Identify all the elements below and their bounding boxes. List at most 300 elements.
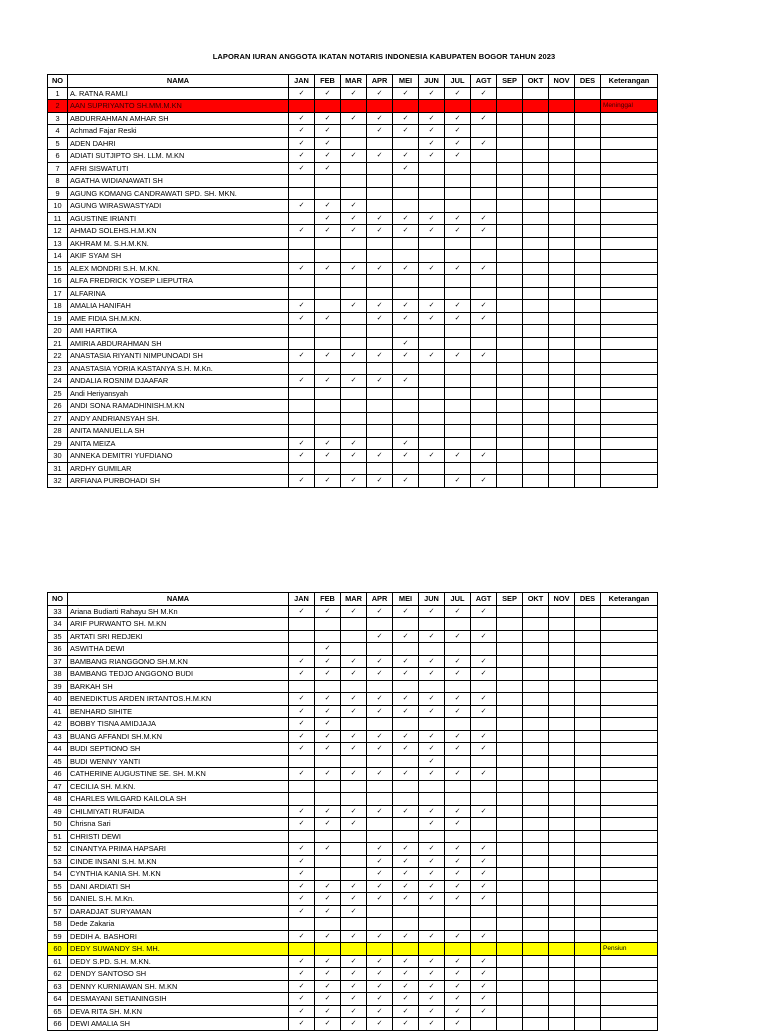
payment-cell (575, 705, 601, 718)
payment-cell (471, 200, 497, 213)
remark-cell (601, 793, 658, 806)
paid-check: ✓ (315, 843, 341, 856)
member-name: ARFIANA PURBOHADI SH (68, 475, 289, 488)
paid-check: ✓ (393, 955, 419, 968)
payment-cell (549, 655, 575, 668)
paid-check: ✓ (289, 605, 315, 618)
payment-cell (497, 137, 523, 150)
payment-cell (445, 425, 471, 438)
payment-cell (497, 400, 523, 413)
payment-cell (523, 150, 549, 163)
payment-cell (367, 818, 393, 831)
member-name: CECILIA SH. M.KN. (68, 780, 289, 793)
column-header: NOV (549, 75, 575, 88)
payment-cell (341, 680, 367, 693)
table-row (48, 262, 658, 275)
paid-check: ✓ (445, 312, 471, 325)
payment-cell (445, 387, 471, 400)
paid-check: ✓ (393, 162, 419, 175)
payment-cell (341, 793, 367, 806)
table-row (48, 993, 658, 1006)
paid-check: ✓ (419, 868, 445, 881)
payment-cell (575, 943, 601, 956)
paid-check: ✓ (445, 993, 471, 1006)
payment-cell (289, 250, 315, 263)
member-name: CHARLES WILGARD KAILOLA SH (68, 793, 289, 806)
paid-check: ✓ (445, 968, 471, 981)
remark-cell (601, 918, 658, 931)
paid-check: ✓ (315, 880, 341, 893)
payment-cell (315, 100, 341, 113)
payment-cell (575, 287, 601, 300)
payment-cell (289, 425, 315, 438)
paid-check: ✓ (471, 212, 497, 225)
payment-cell (523, 100, 549, 113)
payment-cell (471, 287, 497, 300)
payment-cell (575, 918, 601, 931)
member-name: BAMBANG TEDJO ANGGONO BUDI (68, 668, 289, 681)
paid-check: ✓ (367, 730, 393, 743)
paid-check: ✓ (367, 768, 393, 781)
payment-cell (497, 868, 523, 881)
payment-cell (575, 312, 601, 325)
paid-check: ✓ (367, 693, 393, 706)
payment-cell (315, 400, 341, 413)
paid-check: ✓ (367, 855, 393, 868)
member-name: ADEN DAHRI (68, 137, 289, 150)
member-number: 7 (48, 162, 68, 175)
payment-cell (523, 475, 549, 488)
member-number: 26 (48, 400, 68, 413)
paid-check: ✓ (393, 125, 419, 138)
paid-check: ✓ (419, 693, 445, 706)
paid-check: ✓ (445, 730, 471, 743)
paid-check: ✓ (393, 655, 419, 668)
member-name: CATHERINE AUGUSTINE SE. SH. M.KN (68, 768, 289, 781)
payment-cell (549, 375, 575, 388)
payment-cell (523, 643, 549, 656)
paid-check: ✓ (289, 893, 315, 906)
member-name: AHMAD SOLEHS.H.M.KN (68, 225, 289, 238)
payment-cell (497, 680, 523, 693)
payment-cell (315, 793, 341, 806)
payment-cell (367, 250, 393, 263)
table-row (48, 943, 658, 956)
paid-check: ✓ (445, 930, 471, 943)
paid-check: ✓ (471, 300, 497, 313)
member-number: 58 (48, 918, 68, 931)
payment-cell (367, 175, 393, 188)
paid-check: ✓ (289, 668, 315, 681)
remark-cell (601, 668, 658, 681)
paid-check: ✓ (393, 730, 419, 743)
paid-check: ✓ (393, 743, 419, 756)
paid-check: ✓ (393, 893, 419, 906)
payment-cell (575, 830, 601, 843)
payment-cell (549, 312, 575, 325)
table-body (48, 87, 658, 487)
paid-check: ✓ (419, 993, 445, 1006)
payment-cell (445, 200, 471, 213)
table-row (48, 668, 658, 681)
remark-cell (601, 905, 658, 918)
table-row (48, 855, 658, 868)
payment-cell (393, 918, 419, 931)
payment-cell (419, 187, 445, 200)
payment-cell (419, 643, 445, 656)
remark-cell (601, 437, 658, 450)
payment-cell (549, 718, 575, 731)
paid-check: ✓ (289, 818, 315, 831)
dues-table-1 (47, 74, 658, 488)
payment-cell (315, 425, 341, 438)
column-header: DES (575, 75, 601, 88)
member-name: BENEDIKTUS ARDEN IRTANTOS.H.M.KN (68, 693, 289, 706)
payment-cell (549, 955, 575, 968)
member-name: CINDE INSANI S.H. M.KN (68, 855, 289, 868)
payment-cell (575, 237, 601, 250)
payment-cell (575, 730, 601, 743)
paid-check: ✓ (367, 843, 393, 856)
member-name: Dede Zakaria (68, 918, 289, 931)
payment-cell (523, 312, 549, 325)
paid-check: ✓ (419, 805, 445, 818)
paid-check: ✓ (341, 968, 367, 981)
member-name: A. RATNA RAMLI (68, 87, 289, 100)
payment-cell (341, 387, 367, 400)
payment-cell (445, 275, 471, 288)
payment-cell (575, 993, 601, 1006)
payment-cell (549, 350, 575, 363)
payment-cell (497, 387, 523, 400)
paid-check: ✓ (341, 905, 367, 918)
payment-cell (497, 693, 523, 706)
remark-cell (601, 968, 658, 981)
paid-check: ✓ (367, 668, 393, 681)
payment-cell (497, 150, 523, 163)
column-header: JUL (445, 75, 471, 88)
member-number: 61 (48, 955, 68, 968)
payment-cell (471, 275, 497, 288)
paid-check: ✓ (289, 350, 315, 363)
paid-check: ✓ (471, 930, 497, 943)
paid-check: ✓ (445, 880, 471, 893)
payment-cell (549, 237, 575, 250)
table-row (48, 843, 658, 856)
paid-check: ✓ (445, 475, 471, 488)
table-row (48, 325, 658, 338)
payment-cell (549, 250, 575, 263)
payment-cell (549, 387, 575, 400)
remark-cell (601, 655, 658, 668)
member-name: ANITA MEIZA (68, 437, 289, 450)
paid-check: ✓ (419, 112, 445, 125)
paid-check: ✓ (471, 893, 497, 906)
paid-check: ✓ (393, 843, 419, 856)
payment-cell (497, 462, 523, 475)
paid-check: ✓ (315, 730, 341, 743)
paid-check: ✓ (419, 818, 445, 831)
remark-cell (601, 818, 658, 831)
column-header: DES (575, 593, 601, 606)
remark-cell (601, 387, 658, 400)
paid-check: ✓ (315, 743, 341, 756)
paid-check: ✓ (419, 705, 445, 718)
member-name: ALFA FREDRICK YOSEP LIEPUTRA (68, 275, 289, 288)
member-number: 53 (48, 855, 68, 868)
paid-check: ✓ (367, 1005, 393, 1018)
paid-check: ✓ (289, 693, 315, 706)
payment-cell (549, 212, 575, 225)
paid-check: ✓ (289, 87, 315, 100)
payment-cell (523, 387, 549, 400)
remark-cell (601, 450, 658, 463)
paid-check: ✓ (419, 137, 445, 150)
payment-cell (549, 630, 575, 643)
paid-check: ✓ (289, 200, 315, 213)
payment-cell (497, 87, 523, 100)
member-name: ARDHY GUMILAR (68, 462, 289, 475)
payment-cell (419, 830, 445, 843)
paid-check: ✓ (445, 843, 471, 856)
table-header-row (48, 593, 658, 606)
payment-cell (445, 337, 471, 350)
member-number: 20 (48, 325, 68, 338)
paid-check: ✓ (289, 905, 315, 918)
paid-check: ✓ (341, 818, 367, 831)
paid-check: ✓ (367, 262, 393, 275)
payment-cell (393, 718, 419, 731)
payment-cell (367, 400, 393, 413)
payment-cell (575, 905, 601, 918)
payment-cell (549, 805, 575, 818)
paid-check: ✓ (315, 225, 341, 238)
payment-cell (367, 830, 393, 843)
paid-check: ✓ (471, 880, 497, 893)
remark-cell (601, 412, 658, 425)
payment-cell (419, 475, 445, 488)
paid-check: ✓ (419, 930, 445, 943)
payment-cell (289, 187, 315, 200)
payment-cell (367, 718, 393, 731)
payment-cell (523, 868, 549, 881)
paid-check: ✓ (341, 300, 367, 313)
column-header: MEI (393, 75, 419, 88)
payment-cell (341, 287, 367, 300)
paid-check: ✓ (445, 805, 471, 818)
payment-cell (575, 818, 601, 831)
payment-cell (523, 755, 549, 768)
table-row (48, 112, 658, 125)
paid-check: ✓ (289, 955, 315, 968)
table-row (48, 680, 658, 693)
payment-cell (497, 818, 523, 831)
payment-cell (575, 212, 601, 225)
payment-cell (367, 337, 393, 350)
paid-check: ✓ (341, 225, 367, 238)
member-name: BENHARD SIHITE (68, 705, 289, 718)
payment-cell (341, 137, 367, 150)
paid-check: ✓ (445, 225, 471, 238)
member-name: DARADJAT SURYAMAN (68, 905, 289, 918)
member-number: 59 (48, 930, 68, 943)
payment-cell (315, 300, 341, 313)
paid-check: ✓ (393, 262, 419, 275)
payment-cell (549, 200, 575, 213)
payment-cell (471, 250, 497, 263)
paid-check: ✓ (471, 312, 497, 325)
payment-cell (341, 643, 367, 656)
paid-check: ✓ (419, 843, 445, 856)
remark-cell (601, 630, 658, 643)
payment-cell (575, 375, 601, 388)
remark-cell (601, 693, 658, 706)
remark-cell (601, 325, 658, 338)
member-name: AKHRAM M. S.H.M.KN. (68, 237, 289, 250)
payment-cell (549, 450, 575, 463)
member-number: 41 (48, 705, 68, 718)
payment-cell (445, 680, 471, 693)
paid-check: ✓ (315, 437, 341, 450)
table-body (48, 605, 658, 1030)
member-number: 22 (48, 350, 68, 363)
member-number: 30 (48, 450, 68, 463)
paid-check: ✓ (289, 730, 315, 743)
payment-cell (289, 830, 315, 843)
payment-cell (575, 437, 601, 450)
remark-cell (601, 475, 658, 488)
payment-cell (497, 100, 523, 113)
remark-cell (601, 993, 658, 1006)
payment-cell (445, 400, 471, 413)
table-row (48, 462, 658, 475)
payment-cell (419, 412, 445, 425)
payment-cell (575, 693, 601, 706)
payment-cell (523, 250, 549, 263)
table-row (48, 250, 658, 263)
paid-check: ✓ (289, 300, 315, 313)
remark-cell (601, 112, 658, 125)
member-name: DENDY SANTOSO SH (68, 968, 289, 981)
payment-cell (393, 325, 419, 338)
paid-check: ✓ (289, 1018, 315, 1031)
payment-cell (497, 300, 523, 313)
paid-check: ✓ (471, 693, 497, 706)
paid-check: ✓ (315, 893, 341, 906)
remark-cell (601, 843, 658, 856)
payment-cell (471, 337, 497, 350)
member-name: BUDI WENNY YANTI (68, 755, 289, 768)
payment-cell (471, 175, 497, 188)
member-number: 44 (48, 743, 68, 756)
payment-cell (497, 212, 523, 225)
remark-cell (601, 137, 658, 150)
paid-check: ✓ (393, 337, 419, 350)
payment-cell (289, 462, 315, 475)
paid-check: ✓ (341, 805, 367, 818)
paid-check: ✓ (289, 855, 315, 868)
remark-cell (601, 930, 658, 943)
payment-cell (341, 855, 367, 868)
paid-check: ✓ (315, 930, 341, 943)
column-header: SEP (497, 593, 523, 606)
member-number: 8 (48, 175, 68, 188)
payment-cell (575, 868, 601, 881)
paid-check: ✓ (315, 375, 341, 388)
payment-cell (497, 325, 523, 338)
payment-cell (289, 412, 315, 425)
payment-cell (497, 905, 523, 918)
paid-check: ✓ (341, 375, 367, 388)
payment-cell (393, 793, 419, 806)
payment-cell (341, 830, 367, 843)
member-number: 31 (48, 462, 68, 475)
payment-cell (575, 162, 601, 175)
payment-cell (315, 868, 341, 881)
table-row (48, 968, 658, 981)
member-number: 32 (48, 475, 68, 488)
paid-check: ✓ (471, 980, 497, 993)
paid-check: ✓ (367, 375, 393, 388)
payment-cell (497, 375, 523, 388)
table-row (48, 375, 658, 388)
payment-cell (575, 425, 601, 438)
remark-cell (601, 868, 658, 881)
payment-cell (393, 275, 419, 288)
member-name: ANDY ANDRIANSYAH SH. (68, 412, 289, 425)
table-row (48, 893, 658, 906)
paid-check: ✓ (419, 743, 445, 756)
column-header: FEB (315, 75, 341, 88)
member-name: ASWITHA DEWI (68, 643, 289, 656)
member-number: 24 (48, 375, 68, 388)
payment-cell (471, 462, 497, 475)
paid-check: ✓ (289, 312, 315, 325)
table-row (48, 125, 658, 138)
paid-check: ✓ (445, 450, 471, 463)
paid-check: ✓ (341, 150, 367, 163)
payment-cell (523, 350, 549, 363)
payment-cell (523, 337, 549, 350)
payment-cell (497, 437, 523, 450)
paid-check: ✓ (445, 112, 471, 125)
member-name: AMI HARTIKA (68, 325, 289, 338)
payment-cell (393, 100, 419, 113)
payment-cell (575, 618, 601, 631)
payment-cell (523, 462, 549, 475)
paid-check: ✓ (315, 450, 341, 463)
paid-check: ✓ (393, 605, 419, 618)
payment-cell (289, 680, 315, 693)
table-row (48, 400, 658, 413)
payment-cell (419, 918, 445, 931)
member-name: DEDY SUWANDY SH. MH. (68, 943, 289, 956)
paid-check: ✓ (419, 225, 445, 238)
paid-check: ✓ (445, 668, 471, 681)
table-row (48, 730, 658, 743)
table-row (48, 150, 658, 163)
paid-check: ✓ (393, 693, 419, 706)
payment-cell (523, 980, 549, 993)
payment-cell (419, 437, 445, 450)
payment-cell (367, 237, 393, 250)
member-name: ANASTASIA RIYANTI NIMPUNOADI SH (68, 350, 289, 363)
payment-cell (497, 655, 523, 668)
table-row (48, 793, 658, 806)
payment-cell (575, 462, 601, 475)
remark-cell (601, 768, 658, 781)
payment-cell (497, 112, 523, 125)
